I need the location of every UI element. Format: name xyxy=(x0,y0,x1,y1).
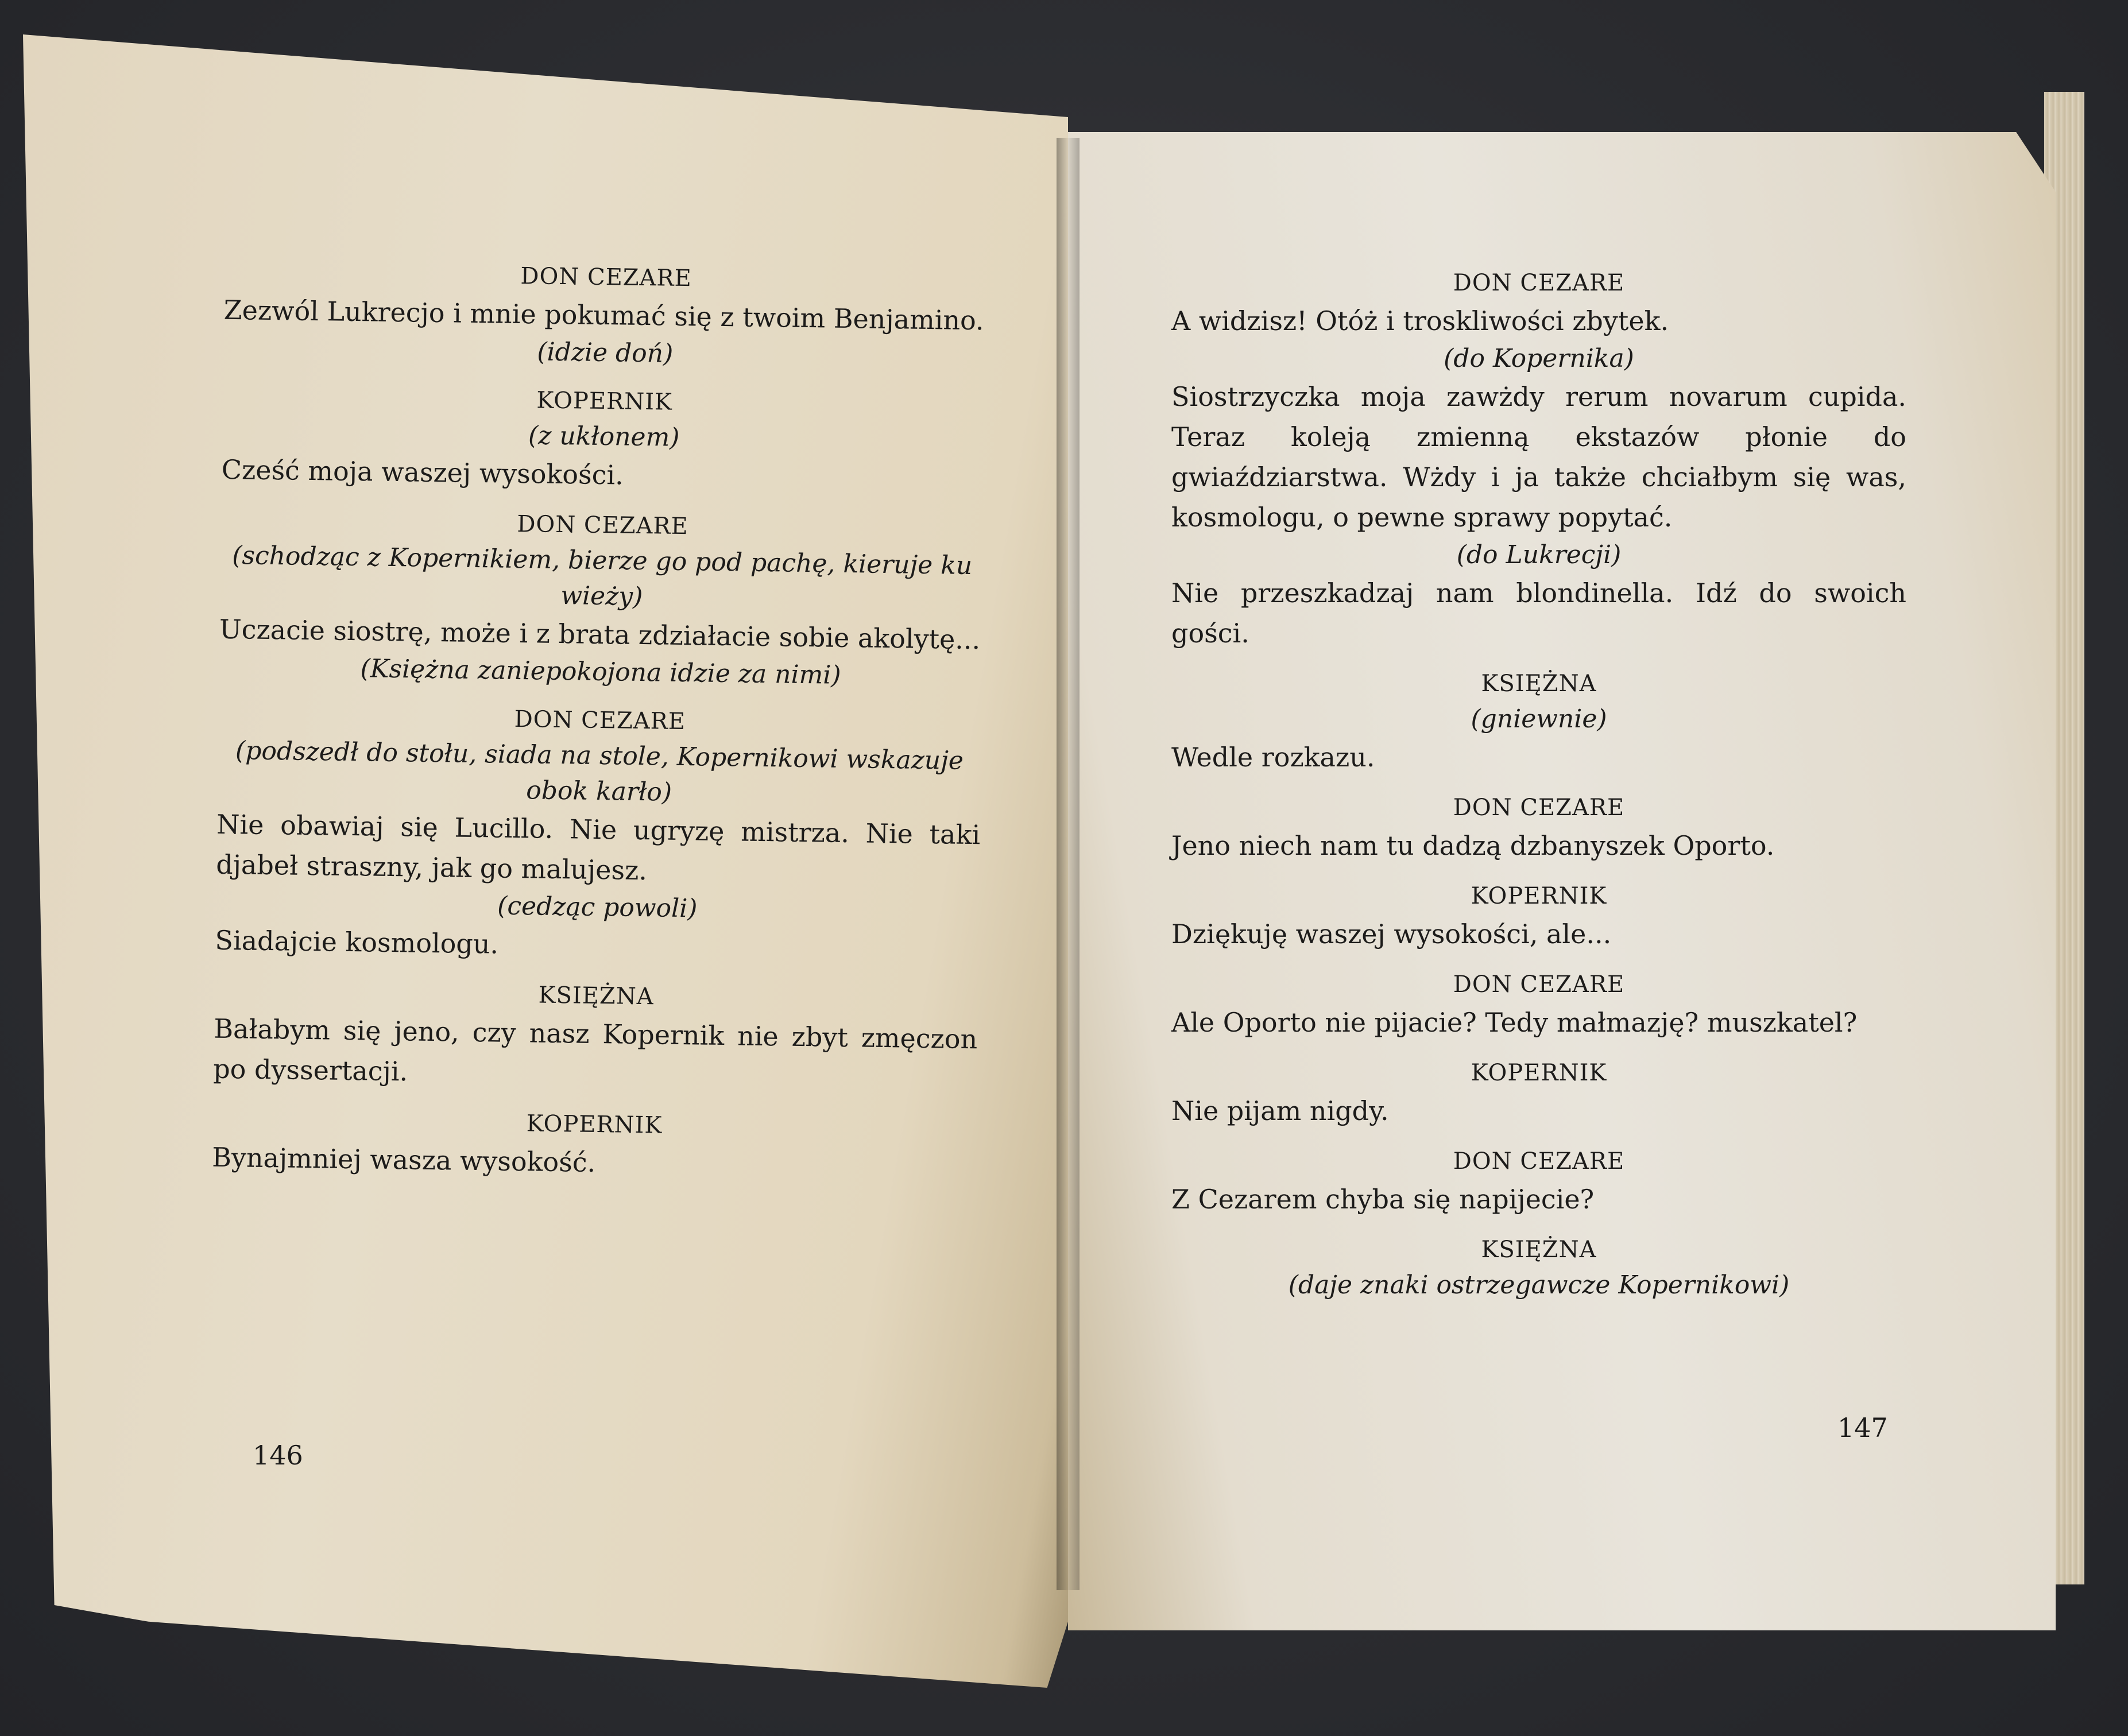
speaker-name: KOPERNIK xyxy=(526,1110,663,1139)
dialogue-line: Cześć moja waszej wysokości. xyxy=(221,454,624,491)
stage-direction: (podszedł do stołu, siada na stole, Kopernikowi wskazuje obok karło) xyxy=(235,736,964,807)
dialogue-line: Bałabym się jeno, czy nasz Kopernik nie zbyt zmęczon po dyssertacji. xyxy=(212,1013,978,1087)
speaker-name: KSIĘŻNA xyxy=(1481,671,1597,697)
stage-direction: (idzie doń) xyxy=(537,337,674,369)
dialogue-line: Zezwól Lukrecjo i mnie pokumać się z twoim Benjamino. xyxy=(223,294,984,336)
speaker-name: DON CEZARE xyxy=(1453,1148,1625,1175)
dialogue-line: Siostrzyczka moja zawżdy rerum novarum cupida. Teraz koleją zmienną ekstazów płonie do gwiaździarstwa. Wżdy i ja także chciałbym się was, kosmologu, o pewne sprawy popytać. xyxy=(1171,381,1906,533)
speaker-name: KOPERNIK xyxy=(1471,883,1607,909)
speaker-name: DON CEZARE xyxy=(1453,270,1625,296)
dialogue-line: Nie pijam nigdy. xyxy=(1171,1095,1389,1126)
speaker-name: DON CEZARE xyxy=(517,510,689,540)
dialogue-line: Z Cezarem chyba się napijecie? xyxy=(1171,1184,1595,1215)
stage-direction: (cedząc powoli) xyxy=(497,891,698,924)
speaker-name: KOPERNIK xyxy=(536,387,673,416)
left-page-text xyxy=(212,242,989,1188)
dialogue-line: Nie obawiaj się Lucillo. Nie ugryzę mistrza. Nie taki djabeł straszny, jak go malujesz. xyxy=(215,808,981,886)
stage-direction: (schodząc z Kopernikiem, bierze go pod pachę, kieruje ku wieży) xyxy=(231,541,973,612)
speaker-name: KOPERNIK xyxy=(1471,1060,1607,1086)
stage-direction: (do Lukrecji) xyxy=(1456,540,1622,569)
dialogue-line: Ale Oporto nie pijacie? Tedy małmazję? muszkatel? xyxy=(1171,1007,1858,1038)
speaker-name: KSIĘŻNA xyxy=(1481,1237,1597,1263)
dialogue-line: Nie przeszkadzaj nam blondinella. Idź do swoich gości. xyxy=(1171,578,1906,649)
right-page-text xyxy=(1171,253,1906,1303)
stage-direction: (z ukłonem) xyxy=(528,421,680,452)
page-number-right: 147 xyxy=(1837,1412,1888,1443)
stage-direction: (do Kopernika) xyxy=(1444,344,1634,373)
speaker-name: DON CEZARE xyxy=(520,262,692,292)
dialogue-line: A widzisz! Otóż i troskliwości zbytek. xyxy=(1171,305,1669,336)
dialogue-line: Jeno niech nam tu dadzą dzbanyszek Oporto. xyxy=(1171,830,1775,861)
speaker-name: KSIĘŻNA xyxy=(538,982,654,1010)
stage-direction: (daje znaki ostrzegawcze Kopernikowi) xyxy=(1288,1270,1790,1300)
page-number-left: 146 xyxy=(253,1440,303,1471)
speaker-name: DON CEZARE xyxy=(1453,795,1625,821)
dialogue-line: Uczacie siostrę, może i z brata zdziałacie sobie akolytę... xyxy=(219,613,981,656)
speaker-name: DON CEZARE xyxy=(1453,971,1625,998)
stage-direction: (gniewnie) xyxy=(1471,704,1607,734)
dialogue-line: Siadajcie kosmologu. xyxy=(215,924,499,960)
dialogue-line: Dziękuję waszej wysokości, ale... xyxy=(1171,919,1612,950)
speaker-name: DON CEZARE xyxy=(514,706,686,735)
dialogue-line: Bynajmniej wasza wysokość. xyxy=(211,1141,596,1178)
dialogue-line: Wedle rozkazu. xyxy=(1171,742,1375,773)
book-gutter xyxy=(1057,138,1080,1590)
stage-direction: (Księżna zaniepokojona idzie za nimi) xyxy=(360,654,841,690)
